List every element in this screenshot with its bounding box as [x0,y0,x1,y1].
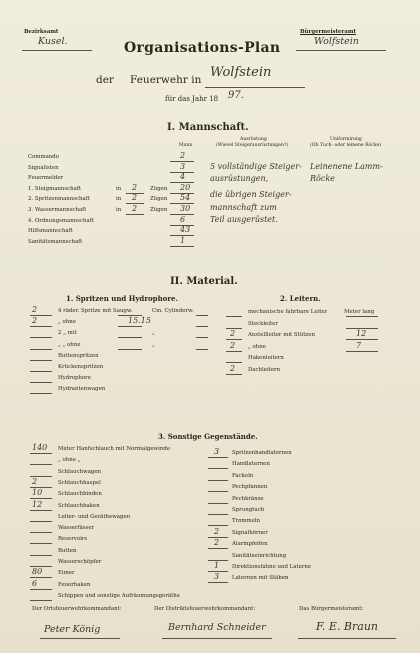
sonstige-right-count: 2 [214,527,220,536]
buergermeisteramt-underline [296,50,386,51]
leitern-heading: 2. Leitern. [280,294,321,303]
col-uniform-header: Uniformirung [330,137,362,142]
signature-line-2 [162,638,272,639]
spritzen-count-underline [30,360,52,361]
sonstige-left-underline [30,600,52,601]
in-label: in [116,207,122,213]
sonstige-heading: 3. Sonstige Gegenstände. [158,432,258,441]
col-uniform-sub: (Ob Tuch- oder leinene Röcke) [310,143,382,148]
zuegen-label: Zügen [150,196,168,202]
spritzen-right-underline [196,337,208,338]
bezirksamt-value: Kusel. [38,36,68,47]
leitern-count-underline [226,351,242,352]
sonstige-left-underline [30,521,52,522]
signature-line-3 [298,638,396,639]
ausruestung-note-5: Teil ausgerüstet. [210,215,278,224]
sonstige-left-underline [30,510,52,511]
sonstige-right-underline [208,548,228,549]
spritzen-right-underline [196,326,208,327]
spritzen-heading: 1. Spritzen und Hydrophore. [66,294,178,303]
mann-value: 1 [180,236,186,245]
sonstige-left-underline [30,464,52,465]
buergermeisteramt-label: Bürgermeisteramt [300,29,357,35]
spritzen-right-underline [196,349,208,350]
zuegen-label: Zügen [150,207,168,213]
spritzen-count-underline [30,382,52,383]
bezirksamt-label: Bezirksamt [24,29,59,35]
sonstige-left-label: Wasserfässer [58,525,95,531]
leitern-count-underline [226,374,242,375]
leitern-count: 2 [230,364,236,373]
mann-value: 6 [180,215,186,224]
mannschaft-row-label: 1. Steigmannschaft [28,186,81,192]
spritzen-count-underline [30,326,52,327]
signature-line-1 [40,638,120,639]
ausruestung-note-1: 5 vollständige Steiger- [210,162,302,171]
sonstige-left-label: Schippen und sonstige Aufräumungsgeräthe [58,593,180,599]
leitern-length-underline [346,339,378,340]
signature-ortskommandant: Peter König [44,624,101,635]
sonstige-left-underline [30,555,52,556]
spritzen-row-label: 4 räder. Spritze mit Saugw. [58,308,133,314]
sonstige-left-count: 80 [32,567,43,576]
sonstige-left-count: 140 [32,443,48,452]
ausruestung-note-2: ausrüstungen, [210,174,269,183]
spritzen-count: 2 [32,316,38,325]
in-label: in [116,196,122,202]
sonstige-left-underline [30,589,52,590]
year-label: für das Jahr 18 [165,95,219,103]
document-title: Organisations-Plan [124,40,281,56]
spritzen-row-text2: „ [152,330,155,336]
mann-value: 43 [180,225,191,234]
feuerwehr-place: Wolfstein [210,65,272,80]
spritzen-row-label: „ „ ohne [58,342,81,348]
sonstige-right-label: Sanitätseinrichtung [232,553,287,559]
spritzen-right-underline [196,315,208,316]
sonstige-right-label: Signalhörner [232,530,268,536]
sonstige-left-label: Wasserschöpfer [58,559,102,565]
spritzen-row-label: Hydrophore [58,375,91,381]
zuege-underline [126,214,144,215]
mann-underline [170,246,194,247]
sonstige-right-underline [208,468,228,469]
spritzen-row-label: „ ohne [58,319,76,325]
leitern-row-label: Anstellleiter mit Stützen [248,332,315,338]
spritzen-mid-underline [118,326,142,327]
zuegen-label: Zügen [150,186,168,192]
leitern-row-text2: Meter lang [344,309,375,315]
mann-value: 20 [180,183,191,192]
spritzen-row-label: Buttenspritzen [58,353,99,359]
sonstige-right-label: Pechkränze [232,496,264,502]
leitern-row-label: mechanische fahrbare Leiter [248,309,328,315]
spritzen-count-underline [30,337,52,338]
spritzen-count-underline [30,349,52,350]
signature-buergermeister: F. E. Braun [316,620,379,633]
feuerwehr-label: Feuerwehr in [130,74,202,86]
sonstige-right-count: 3 [214,447,220,456]
spritzen-count-underline [30,371,52,372]
sonstige-left-label: Eimer [58,570,75,576]
leitern-length-underline [346,351,378,352]
uniform-note-1: Leinenene Lamm- [310,162,383,171]
sonstige-right-label: Fackeln [232,473,254,479]
sonstige-right-label: Sprungtuch [232,507,265,513]
leitern-count-underline [226,316,242,317]
sonstige-left-label: Schlauchbinden [58,491,102,497]
leitern-length: 7 [356,341,362,350]
spritzen-count: 2 [32,305,38,314]
sonstige-right-label: Laternen mit Stäben [232,575,289,581]
leitern-count-underline [226,339,242,340]
mann-value: 54 [180,193,191,202]
leitern-row-label: „ ohne [248,344,266,350]
spritzen-count-underline [30,393,52,394]
sonstige-left-count: 10 [32,488,43,497]
spritzen-row-label: Krückenspritzen [58,364,104,370]
spritzen-row-text2: „ [152,342,155,348]
mann-value: 4 [180,172,186,181]
sonstige-left-label: Schlauchhaken [58,503,100,509]
sonstige-right-label: Spritzenhandlaternen [232,450,292,456]
sonstige-left-label: Leiter- und Geräthewagen [58,514,131,520]
mannschaft-row-label: Sanitätsmannschaft [28,239,83,245]
feuerwehr-underline [205,87,305,88]
spritzen-row-text2: Cm. Cylinderw. [152,308,194,314]
sonstige-left-count: 12 [32,500,43,509]
mannschaft-row-label: 2. Spritzenmannschaft [28,196,90,202]
mann-value: 3 [180,162,186,171]
mannschaft-row-label: Feuermelder [28,175,64,181]
mann-value: 2 [180,151,186,160]
sonstige-left-count: 2 [32,477,38,486]
sonstige-right-label: Handlaternen [232,461,270,467]
ausruestung-note-4: mannschaft zum [210,203,277,212]
sonstige-left-label: Butten [58,548,77,554]
leitern-row-label: Hakenleitern [248,355,284,361]
ortsfeuerwehrkommandant-label: Der Ortsfeuerwehrkommandant: [32,606,122,612]
sonstige-right-label: Alarmpfeifen [232,541,268,547]
sonstige-left-label: Schlauchwagen [58,469,102,475]
sonstige-left-underline [30,532,52,533]
sonstige-right-underline [208,514,228,515]
zuege-value: 2 [132,193,138,202]
section-material-heading: II. Material. [170,276,238,287]
sonstige-right-underline [208,480,228,481]
leitern-count: 2 [230,341,236,350]
zuege-value: 2 [132,183,138,192]
spritzen-row-label: 2 „ mit [58,330,77,336]
zuege-value: 2 [132,204,138,213]
sonstige-left-label: „ ohne „ [58,457,81,463]
col-ausruestung-header: Ausrüstung [240,137,267,142]
sonstige-left-underline [30,498,52,499]
uniform-note-2: Röcke [310,174,335,183]
sonstige-right-underline [208,525,228,526]
mann-value: 30 [180,204,191,213]
mannschaft-row-label: 4. Ordnungsmannschaft [28,218,94,224]
sonstige-left-count: 6 [32,579,38,588]
buergermeisteramt-footer-label: Das Bürgermeisteramt: [299,606,364,612]
sonstige-right-underline [208,457,228,458]
spritzen-mid-underline [118,349,142,350]
sonstige-right-underline [208,582,228,583]
sonstige-left-underline [30,577,52,578]
ausruestung-note-3: die übrigen Steiger- [210,190,292,199]
sonstige-right-underline [208,491,228,492]
sonstige-left-underline [30,543,52,544]
sonstige-right-count: 1 [214,561,220,570]
mannschaft-row-label: Commando [28,154,59,160]
sonstige-right-label: Trommeln [232,518,261,524]
sonstige-left-label: Schlauchhaspel [58,480,101,486]
mannschaft-row-label: Hilfsmannschaft [28,228,73,234]
leitern-row-label: Steckleiter [248,321,278,327]
mannschaft-row-label: 3. Wassermannschaft [28,207,87,213]
col-ausruestung-sub: (Wievel Steigerausrüstungen?) [216,143,289,148]
sonstige-left-label: Meter Hanfschlauch mit Normalgewinde [58,446,171,452]
sonstige-left-label: Reservoirs [58,536,88,542]
year-value: 97. [228,90,244,101]
sonstige-right-count: 3 [214,572,220,581]
mannschaft-row-label: Signalisten [28,165,59,171]
der-label: der [96,74,114,86]
sonstige-right-underline [208,503,228,504]
sonstige-right-count: 2 [214,538,220,547]
sonstige-left-underline [30,453,52,454]
col-mann-header: Mann [179,143,193,148]
leitern-count: 2 [230,329,236,338]
spritzen-mid-underline [118,337,142,338]
spritzen-cm-value: 15.15 [128,316,151,325]
leitern-row-label: Dachleitern [248,367,281,373]
buergermeisteramt-value: Wolfstein [314,36,359,47]
sonstige-right-label: Pechpfannen [232,484,268,490]
leitern-length-underline [346,316,378,317]
leitern-count-underline [226,362,242,363]
section-mannschaft-heading: I. Mannschaft. [167,122,249,133]
leitern-length: 12 [356,329,367,338]
signature-distriktkommandant: Bernhard Schneider [168,622,266,633]
sonstige-right-label: Direktionsfahne und Laterne [232,564,312,570]
in-label: in [116,186,122,192]
distriktsfeuerwehrkommandant-label: Der Distriktsfeuerwehrkommandant: [154,606,256,612]
spritzen-row-label: Hydrantenwagen [58,386,106,392]
bezirksamt-underline [22,50,92,51]
sonstige-left-label: Feuerhaken [58,582,91,588]
